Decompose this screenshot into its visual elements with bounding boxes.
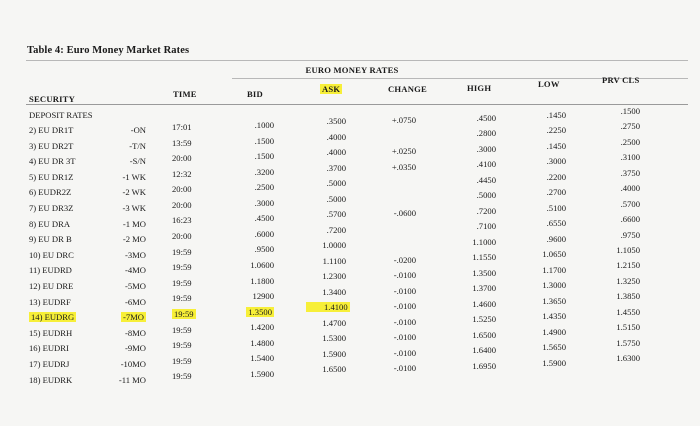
cell-term: -2 WK bbox=[122, 187, 146, 198]
cell-prv-cls: 1.5750 bbox=[616, 337, 640, 348]
cell-term: -1 WK bbox=[122, 171, 146, 182]
cell-low: .2250 bbox=[546, 125, 566, 136]
cell-prv-cls: 1.1050 bbox=[616, 244, 640, 255]
cell-time: 19:59 bbox=[172, 355, 192, 366]
cell-change: -.0100 bbox=[393, 332, 416, 343]
cell-ask: 1.5900 bbox=[322, 348, 346, 359]
cell-change: -.0600 bbox=[393, 208, 416, 219]
cell-low: 1.4350 bbox=[542, 311, 566, 322]
cell-high: 1.1000 bbox=[472, 236, 496, 247]
row-highlight: 1.3500 bbox=[248, 306, 272, 317]
cell-high: .3000 bbox=[476, 143, 496, 154]
cell-low: .5100 bbox=[546, 202, 566, 213]
cell-term: -6MO bbox=[124, 296, 146, 307]
cell-high: 1.3500 bbox=[472, 267, 496, 278]
cell-ask: 1.4700 bbox=[322, 317, 346, 328]
table-title: Table 4: Euro Money Market Rates bbox=[27, 45, 190, 56]
cell-time: 16:23 bbox=[172, 215, 192, 226]
cell-bid bbox=[240, 307, 274, 317]
cell-security: 7) EU DR3Z bbox=[29, 203, 74, 213]
cell-security: 11) EUDRD bbox=[29, 265, 72, 276]
cell-time: 20:00 bbox=[172, 184, 192, 195]
cell-time: 19:59 bbox=[172, 371, 192, 382]
row-highlight: -7MO bbox=[122, 312, 144, 323]
cell-prv-cls: .6600 bbox=[620, 214, 640, 225]
cell-term: -5MO bbox=[124, 281, 146, 291]
cell-term: -S/N bbox=[129, 156, 146, 167]
cell-low: .1450 bbox=[546, 140, 566, 151]
cell-prv-cls: 1.2150 bbox=[616, 260, 640, 271]
cell-change: -.0100 bbox=[393, 347, 416, 358]
cell-time: 19:59 bbox=[172, 277, 192, 288]
cell-prv-cls: .2500 bbox=[620, 136, 640, 147]
cell-high: 1.6950 bbox=[472, 360, 496, 371]
cell-security: 16) EUDRI bbox=[29, 343, 69, 354]
cell-term: -1 MO bbox=[122, 218, 146, 229]
cell-security: 5) EU DR1Z bbox=[29, 171, 74, 182]
cell-term: -3MO bbox=[124, 249, 146, 260]
cell-security: 10) EU DRC bbox=[29, 249, 74, 260]
cell-ask: .3700 bbox=[326, 162, 346, 173]
col-header-ask bbox=[320, 84, 342, 94]
col-header-bid: BID bbox=[247, 89, 263, 99]
cell-time bbox=[172, 309, 202, 319]
cell-change: -.0100 bbox=[393, 270, 416, 281]
cell-time: 17:01 bbox=[172, 122, 192, 132]
cell-bid: .6000 bbox=[254, 228, 274, 239]
col-header-low: LOW bbox=[538, 79, 560, 89]
group-header: EURO MONEY RATES bbox=[305, 65, 399, 75]
cell-high: .4100 bbox=[476, 159, 496, 170]
col-header-prv-cls: PRV CLS bbox=[602, 75, 640, 85]
cell-ask: .7200 bbox=[326, 224, 346, 235]
cell-term: -9MO bbox=[124, 343, 146, 354]
cell-time: 19:59 bbox=[172, 340, 192, 351]
cell-term: -10MO bbox=[120, 359, 146, 369]
cell-security: 13) EUDRF bbox=[29, 296, 71, 307]
cell-low: 1.1700 bbox=[542, 264, 566, 275]
cell-ask: 1.1100 bbox=[322, 255, 346, 266]
cell-change: -.0100 bbox=[393, 285, 416, 296]
cell-ask: .5000 bbox=[326, 178, 346, 189]
row-highlight: 1.4100 bbox=[306, 302, 350, 312]
col-header-security: SECURITY bbox=[29, 94, 76, 104]
cell-bid: .1000 bbox=[254, 120, 274, 130]
cell-low: 1.3000 bbox=[542, 280, 566, 291]
cell-time: 19:59 bbox=[172, 293, 192, 304]
cell-bid: 1.0600 bbox=[250, 259, 274, 270]
cell-ask: 1.2300 bbox=[322, 271, 346, 282]
col-header-high: HIGH bbox=[467, 83, 492, 93]
cell-bid: .1500 bbox=[254, 151, 274, 162]
cell-bid: .1500 bbox=[254, 135, 274, 146]
cell-change: +.0350 bbox=[391, 161, 416, 172]
cell-bid: 1.4200 bbox=[250, 322, 274, 333]
cell-security: 6) EUDR2Z bbox=[29, 187, 72, 198]
cell-security: 4) EU DR 3T bbox=[29, 156, 76, 167]
cell-low: .1450 bbox=[546, 110, 566, 120]
cell-term: -T/N bbox=[129, 140, 146, 151]
cell-ask: .3500 bbox=[326, 116, 346, 126]
cell-high: .4450 bbox=[476, 174, 496, 185]
cell-time: 13:59 bbox=[172, 137, 192, 148]
cell-bid: 1.4800 bbox=[250, 337, 274, 348]
cell-security: 2) EU DR1T bbox=[29, 125, 74, 135]
cell-low: .6550 bbox=[546, 218, 566, 229]
cell-security: 18) EUDRK bbox=[29, 374, 73, 385]
cell-change: -.0200 bbox=[393, 254, 416, 265]
cell-term: -2 MO bbox=[122, 234, 146, 245]
cell-bid: .9500 bbox=[254, 244, 274, 255]
cell-ask: 1.3400 bbox=[322, 286, 346, 297]
cell-change: +.0250 bbox=[391, 146, 416, 157]
cell-ask: .5000 bbox=[326, 193, 346, 204]
cell-security: 12) EU DRE bbox=[29, 281, 74, 291]
cell-prv-cls: 1.3250 bbox=[616, 275, 640, 286]
cell-change: -.0100 bbox=[393, 363, 416, 374]
cell-low: 1.5650 bbox=[542, 342, 566, 353]
cell-term: -11 MO bbox=[118, 374, 146, 385]
cell-time: 19:59 bbox=[172, 246, 192, 257]
cell-bid: 1.5900 bbox=[250, 368, 274, 379]
cell-time: 12:32 bbox=[172, 168, 192, 179]
cell-prv-cls: .3100 bbox=[620, 152, 640, 163]
cell-prv-cls: .1500 bbox=[620, 106, 640, 116]
cell-time: 20:00 bbox=[172, 153, 192, 164]
cell-high: 1.6400 bbox=[472, 345, 496, 356]
row-highlight: 19:59 bbox=[174, 308, 194, 319]
cell-bid: .3200 bbox=[254, 166, 274, 177]
cell-security: 17) EUDRJ bbox=[29, 359, 70, 369]
cell-high: .7100 bbox=[476, 221, 496, 232]
cell-time: 19:59 bbox=[172, 262, 192, 273]
cell-bid: 1.1800 bbox=[250, 275, 274, 286]
cell-low: .9600 bbox=[546, 233, 566, 244]
cell-high: .7200 bbox=[476, 205, 496, 216]
cell-high: .5000 bbox=[476, 190, 496, 201]
cell-bid: .4500 bbox=[254, 213, 274, 224]
cell-term: -3 WK bbox=[122, 203, 146, 213]
cell-low: 1.3650 bbox=[542, 295, 566, 306]
cell-prv-cls: .2750 bbox=[620, 121, 640, 132]
cell-time: 19:59 bbox=[172, 324, 192, 335]
cell-ask bbox=[306, 302, 346, 312]
cell-prv-cls: 1.6300 bbox=[616, 353, 640, 364]
cell-ask: .5700 bbox=[326, 209, 346, 220]
cell-high: 1.1550 bbox=[472, 252, 496, 263]
cell-security: 3) EU DR2T bbox=[29, 140, 74, 151]
cell-term: -8MO bbox=[124, 327, 146, 338]
col-header-time: TIME bbox=[173, 89, 197, 99]
cell-bid: .3000 bbox=[254, 197, 274, 208]
cell-high: 1.3700 bbox=[472, 283, 496, 294]
cell-prv-cls: .5700 bbox=[620, 198, 640, 209]
cell-prv-cls: .4000 bbox=[620, 183, 640, 194]
cell-high: 1.6500 bbox=[472, 329, 496, 340]
cell-change: +.0750 bbox=[391, 115, 416, 125]
cell-high: .4500 bbox=[476, 113, 496, 123]
col-header-change: CHANGE bbox=[388, 84, 427, 94]
cell-prv-cls: .3750 bbox=[620, 167, 640, 178]
cell-high: 1.5250 bbox=[472, 314, 496, 325]
cell-prv-cls: 1.3850 bbox=[616, 291, 640, 302]
cell-bid: 12900 bbox=[252, 291, 274, 302]
top-rule bbox=[26, 60, 688, 61]
section-label: DEPOSIT RATES bbox=[29, 110, 93, 120]
cell-ask: 1.5300 bbox=[322, 333, 346, 344]
cell-ask: 1.6500 bbox=[322, 364, 346, 375]
cell-term: -ON bbox=[130, 125, 146, 135]
cell-bid: .2500 bbox=[254, 182, 274, 193]
cell-low: .3000 bbox=[546, 156, 566, 167]
cell-ask: .4000 bbox=[326, 147, 346, 158]
cell-high: 1.4600 bbox=[472, 298, 496, 309]
ask-highlight: ASK bbox=[322, 84, 341, 94]
cell-ask: .4000 bbox=[326, 131, 346, 142]
cell-prv-cls: 1.4550 bbox=[616, 306, 640, 317]
cell-low: .2700 bbox=[546, 187, 566, 198]
cell-security: 8) EU DRA bbox=[29, 218, 71, 229]
cell-change: -.0100 bbox=[393, 316, 416, 327]
cell-time: 20:00 bbox=[172, 199, 192, 210]
cell-security: 15) EUDRH bbox=[29, 327, 73, 338]
cell-change: -.0100 bbox=[393, 301, 416, 312]
cell-ask: 1.0000 bbox=[322, 240, 346, 251]
cell-term bbox=[100, 312, 146, 322]
cell-prv-cls: 1.5150 bbox=[616, 322, 640, 333]
cell-low: 1.5900 bbox=[542, 357, 566, 368]
cell-low: 1.0650 bbox=[542, 249, 566, 260]
cell-time: 20:00 bbox=[172, 231, 192, 242]
cell-term: -4MO bbox=[124, 265, 146, 276]
cell-low: .2200 bbox=[546, 171, 566, 182]
row-highlight: 14) EUDRG bbox=[31, 312, 75, 323]
header-rule bbox=[26, 104, 688, 105]
cell-high: .2800 bbox=[476, 128, 496, 139]
cell-bid: 1.5400 bbox=[250, 353, 274, 364]
cell-security: 9) EU DR B bbox=[29, 234, 72, 245]
cell-prv-cls: .9750 bbox=[620, 229, 640, 240]
cell-low: 1.4900 bbox=[542, 326, 566, 337]
